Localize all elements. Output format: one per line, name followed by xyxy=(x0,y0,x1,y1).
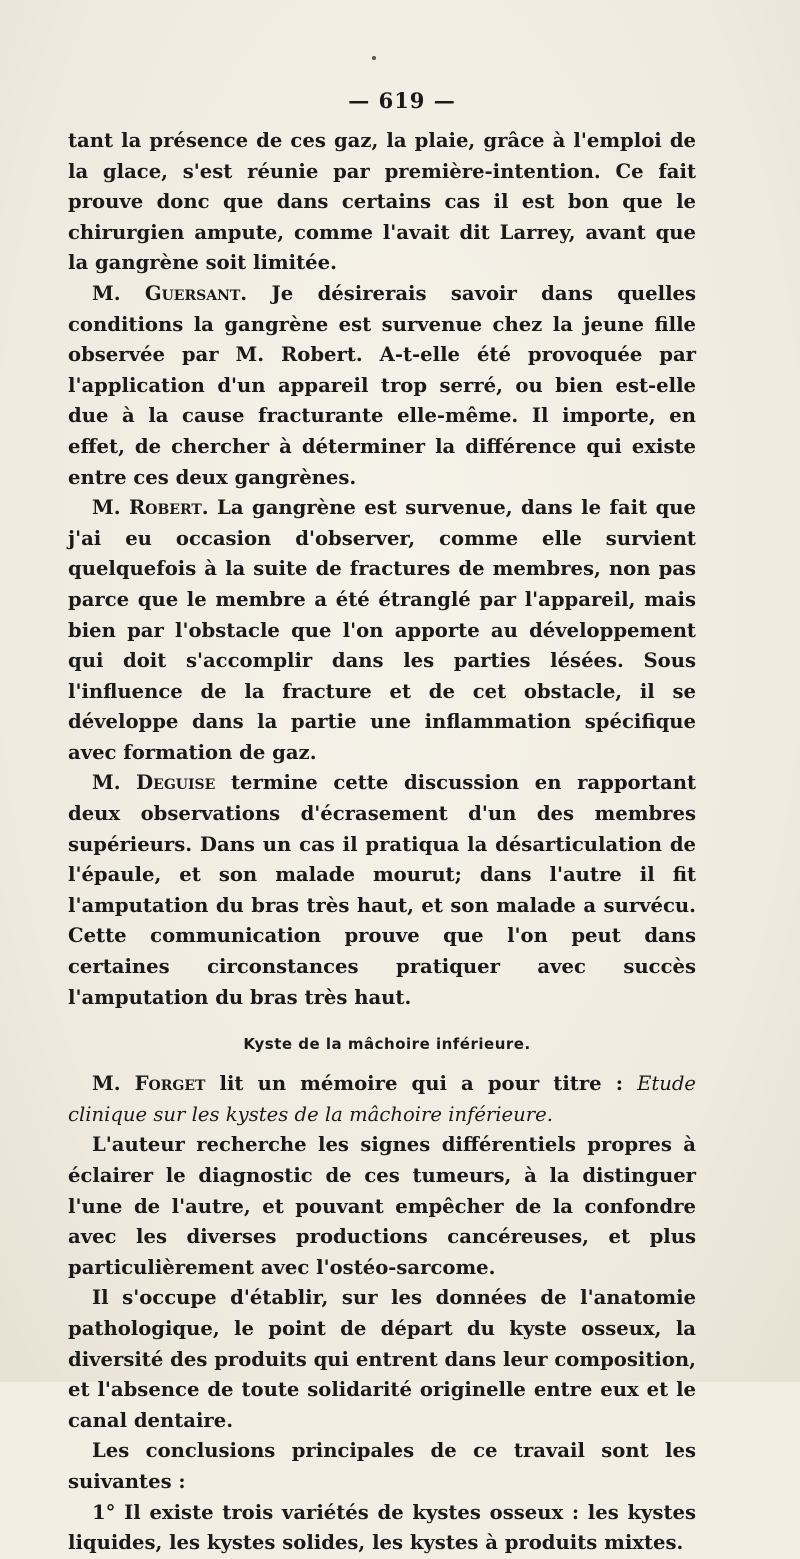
paragraph-text: 1° Il existe trois variétés de kystes osseux : les kystes liquides, les kystes solides, les kystes à produits mixtes. xyxy=(68,1500,696,1555)
paragraph-text: termine cette discussion en rapportant deux observations d'écrasement d'un des membres supérieurs. Dans un cas il pratiqua la désarticulation de l'épaule, et son malade mourut; dans l'autre il fit l'amputation du bras très haut, et son malade a survécu. Cette communication prouve que l'on peut dans certaines circonstances pratiquer avec succès l'amputation du bras très haut. xyxy=(68,771,696,1009)
ink-speck xyxy=(372,56,376,60)
paragraph-conclusions xyxy=(68,1436,696,1497)
paragraph-robert xyxy=(68,493,696,768)
paragraph-conclusion-1 xyxy=(68,1498,696,1559)
paragraph-forget xyxy=(68,1069,696,1130)
speaker-name: M. Guersant. xyxy=(92,281,248,305)
paragraph-guersant xyxy=(68,279,696,493)
paragraph-anatomie xyxy=(68,1283,696,1436)
paragraph-text: La gangrène est survenue, dans le fait que j'ai eu occasion d'observer, comme elle survient quelquefois à la suite de fractures de membres, non pas parce que le membre a été étranglé par l'appareil, mais bien par l'obstacle que l'on apporte au développement qui doit s'accomplir dans les parties lésées. Sous l'influence de la fracture et de cet obstacle, il se développe dans la partie une inflammation spécifique avec formation de gaz. xyxy=(68,496,696,764)
paragraph-1 xyxy=(68,126,696,279)
section-title: Kyste de la mâchoire inférieure. xyxy=(243,1035,531,1054)
paragraph-text: Je désirerais savoir dans quelles conditions la gangrène est survenue chez la jeune fille observée par M. Robert. A-t-elle été provoquée par l'application d'un appareil trop serré, ou bien est-elle due à la cause fracturante elle-même. Il importe, en effet, de chercher à déterminer la différence qui existe entre ces deux gangrènes. xyxy=(68,281,697,489)
speaker-name: M. Robert. xyxy=(92,496,209,520)
speaker-name: M. Deguise xyxy=(92,771,216,795)
paragraph-text: L'auteur recherche les signes différentiels propres à éclairer le diagnostic de ces tumeurs, à la distinguer l'une de l'autre, et pouvant empêcher de la confondre avec les diverses productions cancéreuses, et plus particulièrement avec l'ostéo-sarcome. xyxy=(68,1133,696,1279)
paragraph-text: lit un mémoire qui a pour titre : xyxy=(205,1072,638,1096)
speaker-name: M. Forget xyxy=(92,1072,206,1096)
paragraph-auteur xyxy=(68,1130,696,1283)
page-number: — 619 — xyxy=(348,88,456,113)
memoir-title: Etude clinique sur les kystes de la mâchoire inférieure. xyxy=(68,1072,697,1126)
paragraph-text: Les conclusions principales de ce travail sont les suivantes : xyxy=(68,1439,696,1493)
paragraph-deguise xyxy=(68,768,696,1013)
paragraph-text: Il s'occupe d'établir, sur les données de l'anatomie pathologique, le point de départ du kyste osseux, la diversité des produits qui entrent dans leur composition, et l'absence de toute solidarité originelle entre eux et le canal dentaire. xyxy=(68,1286,696,1432)
paragraph-text: tant la présence de ces gaz, la plaie, grâce à l'emploi de la glace, s'est réunie par première-intention. Ce fait prouve donc que dans certains cas il est bon que le chirurgien ampute, comme l'avait dit Larrey, avant que la gangrène soit limitée. xyxy=(68,129,696,275)
